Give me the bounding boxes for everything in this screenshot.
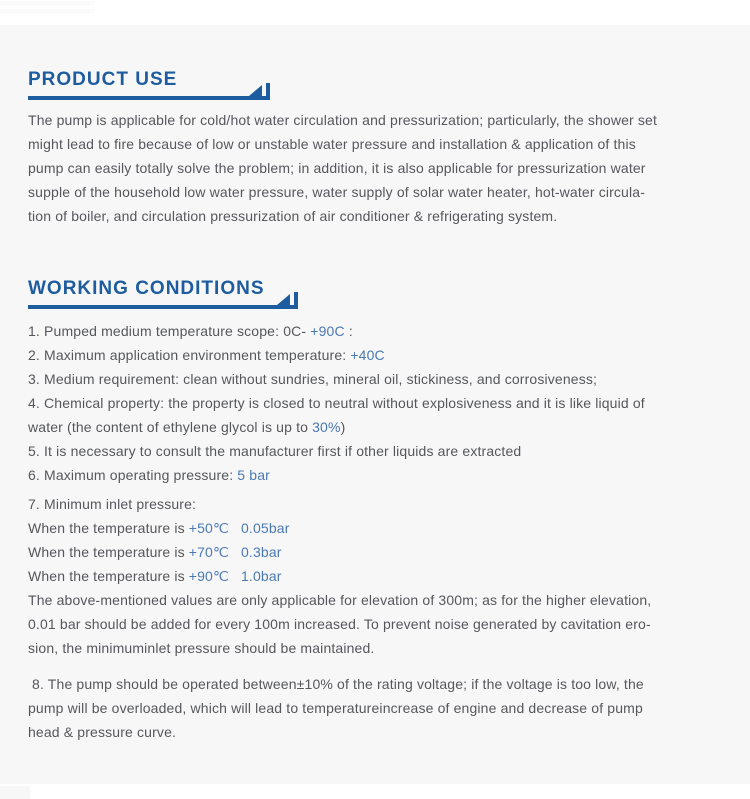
text-segment: ) — [340, 419, 346, 435]
text-segment: might lead to fire because of low or unstable water pressure and installation & application of this — [28, 136, 636, 152]
highlight-value: +40C — [350, 347, 385, 363]
text-line — [28, 672, 722, 696]
text-line — [28, 132, 722, 156]
text-segment: 2. Maximum application environment temperature: — [28, 347, 351, 363]
highlight-value: +90℃ — [188, 568, 229, 584]
section-working-conditions — [28, 277, 722, 744]
top-left-artifact-bar — [0, 9, 95, 13]
text-segment: 4. Chemical property: the property is closed to neutral without explosiveness and it is like liquid of — [28, 395, 645, 411]
text-line — [28, 696, 722, 720]
text-line — [28, 108, 722, 132]
product-use-paragraph — [28, 108, 722, 228]
text-line — [28, 588, 722, 612]
text-line — [28, 439, 722, 463]
text-segment — [229, 544, 241, 560]
text-segment: 8. The pump should be operated between±10% of the rating voltage; if the voltage is too low, the — [28, 676, 644, 692]
text-line — [28, 720, 722, 744]
text-segment: The pump is applicable for cold/hot water circulation and pressurization; particularly, the shower set — [28, 112, 658, 128]
text-segment: 5. It is necessary to consult the manufacturer first if other liquids are extracted — [28, 443, 522, 459]
text-segment: pump can easily totally solve the problem; in addition, it is also applicable for pressurization water — [28, 160, 646, 176]
highlight-value: +50℃ — [188, 520, 229, 536]
text-segment — [229, 520, 241, 536]
content-panel — [0, 25, 750, 784]
text-line — [28, 204, 722, 228]
highlight-value: 30% — [312, 419, 341, 435]
text-line — [28, 564, 722, 588]
text-line — [28, 540, 722, 564]
highlight-value: 0.05bar — [241, 520, 290, 536]
section-title-working-conditions: WORKING CONDITIONS — [28, 278, 265, 299]
corner-flag-triangle-icon — [277, 294, 290, 305]
text-line — [28, 343, 722, 367]
text-segment: When the temperature is — [28, 568, 189, 584]
corner-flag-triangle-icon — [249, 85, 262, 96]
text-segment: tion of boiler, and circulation pressurization of air conditioner & refrigerating system. — [28, 208, 558, 224]
text-segment: When the temperature is — [28, 544, 189, 560]
text-segment: : — [344, 323, 353, 339]
text-segment: pump will be overloaded, which will lead to temperatureincrease of engine and decrease of pump — [28, 700, 643, 716]
section-product-use — [28, 68, 722, 228]
highlight-value: +90C — [310, 323, 345, 339]
highlight-value: 5 bar — [237, 467, 270, 483]
text-segment: 3. Medium requirement: clean without sundries, mineral oil, stickiness, and corrosiveness; — [28, 371, 598, 387]
text-line — [28, 612, 722, 636]
text-segment — [229, 568, 241, 584]
text-line — [28, 492, 722, 516]
text-segment: sion, the minimuminlet pressure should be maintained. — [28, 640, 375, 656]
text-line — [28, 391, 722, 415]
highlight-value: 1.0bar — [241, 568, 282, 584]
text-line — [28, 319, 722, 343]
text-line — [28, 156, 722, 180]
text-segment: head & pressure curve. — [28, 724, 177, 740]
highlight-value: +70℃ — [188, 544, 229, 560]
text-segment: The above-mentioned values are only applicable for elevation of 300m; as for the higher elevation, — [28, 592, 652, 608]
text-segment: 6. Maximum operating pressure: — [28, 467, 238, 483]
bottom-left-artifact — [0, 786, 30, 799]
text-line — [28, 180, 722, 204]
text-line — [28, 367, 722, 391]
text-segment: 7. Minimum inlet pressure: — [28, 496, 197, 512]
corner-flag-bar — [266, 83, 270, 100]
text-segment: supple of the household low water pressure, water supply of solar water heater, hot-water circula- — [28, 184, 646, 200]
text-line — [28, 415, 722, 439]
text-line — [28, 636, 722, 660]
title-underline — [28, 305, 298, 309]
top-left-artifact-bar — [0, 1, 95, 5]
text-segment: When the temperature is — [28, 520, 189, 536]
section-title-product-use: PRODUCT USE — [28, 69, 178, 90]
text-segment: 1. Pumped medium temperature scope: 0C- — [28, 323, 311, 339]
text-segment: water (the content of ethylene glycol is up to — [28, 419, 313, 435]
text-line — [28, 463, 722, 487]
title-underline — [28, 96, 270, 100]
highlight-value: 0.3bar — [241, 544, 282, 560]
corner-flag-bar — [294, 292, 298, 309]
text-line — [28, 516, 722, 540]
text-segment: 0.01 bar should be added for every 100m increased. To prevent noise generated by cavitation ero- — [28, 616, 651, 632]
working-conditions-list — [28, 319, 722, 744]
